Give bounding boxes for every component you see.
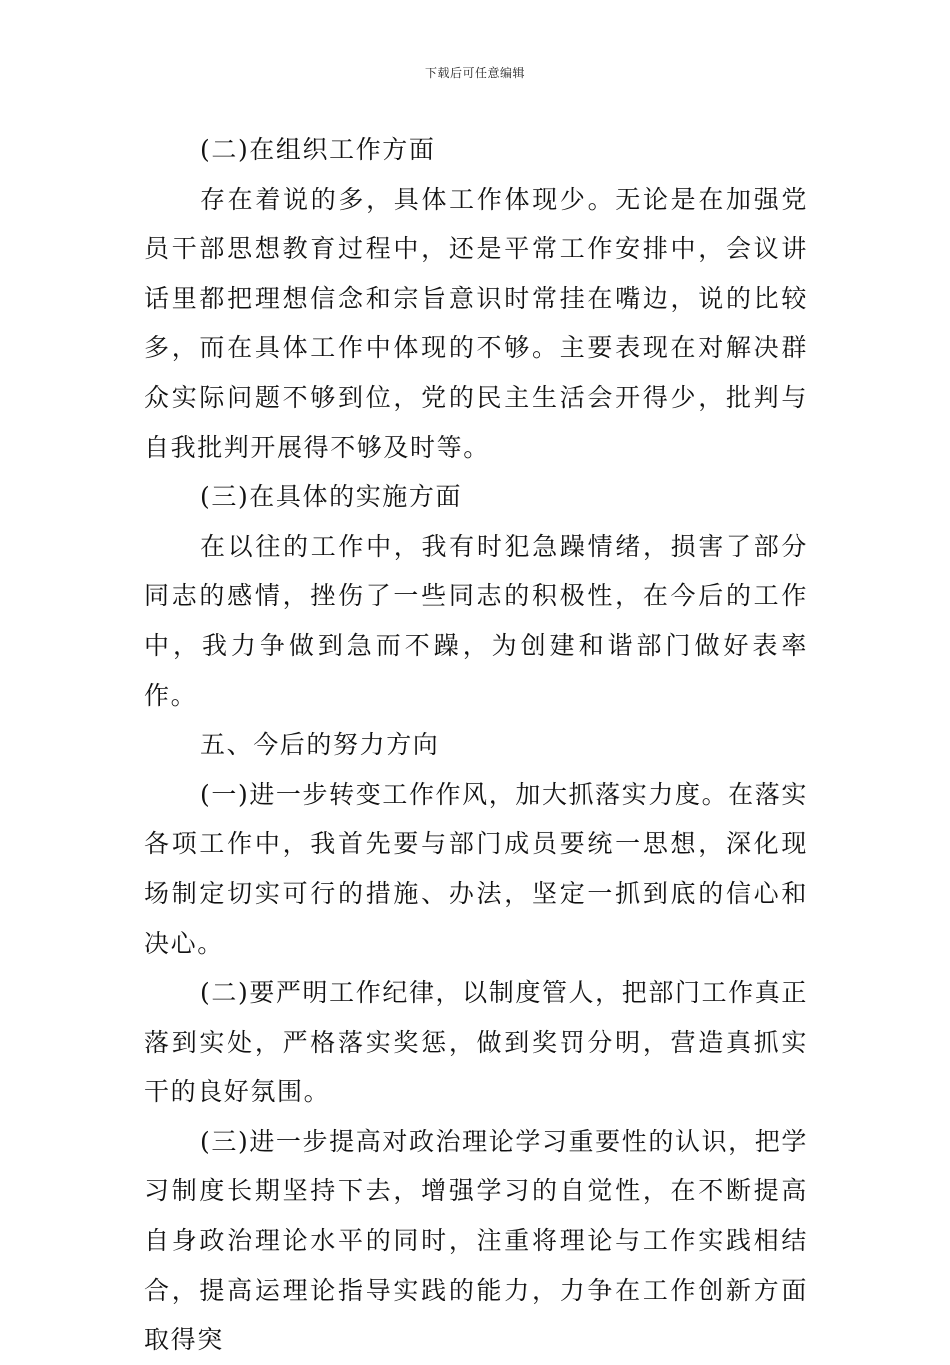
section-heading-implementation: (三)在具体的实施方面: [200, 482, 463, 512]
section-heading-future-direction: 五、今后的努力方向: [200, 730, 440, 760]
document-body: [144, 125, 808, 1365]
section-heading-organization: (二)在组织工作方面: [200, 135, 436, 164]
paragraph-direction-1: (一)进一步转变工作作风，加大抓落实力度。在落实各项工作中，我首先要与部门成员要统一思想，深化现场制定切实可行的措施、办法，坚定一抓到底的信心和决心。: [144, 779, 808, 958]
paragraph-implementation-issues: 在以往的工作中，我有时犯急躁情绪，损害了部分同志的感情，挫伤了一些同志的积极性，在今后的工作中，我力争做到急而不躁，为创建和谐部门做好表率作。: [144, 531, 808, 710]
page-header-note: 下载后可任意编辑: [424, 66, 525, 80]
paragraph-direction-3: (三)进一步提高对政治理论学习重要性的认识，把学习制度长期坚持下去，增强学习的自觉性，在不断提高自身政治理论水平的同时，注重将理论与工作实践相结合，提高运理论指导实践的能力，力争在工作创新方面取得突: [144, 1126, 808, 1355]
paragraph-organization-issues: 存在着说的多，具体工作体现少。无论是在加强党员干部思想教育过程中，还是平常工作安排中，会议讲话里都把理想信念和宗旨意识时常挂在嘴边，说的比较多，而在具体工作中体现的不够。主要表现在对解决群众实际问题不够到位，党的民主生活会开得少，批判与自我批判开展得不够及时等。: [144, 184, 808, 462]
paragraph-direction-2: (二)要严明工作纪律，以制度管人，把部门工作真正落到实处，严格落实奖惩，做到奖罚分明，营造真抓实干的良好氛围。: [144, 978, 808, 1107]
